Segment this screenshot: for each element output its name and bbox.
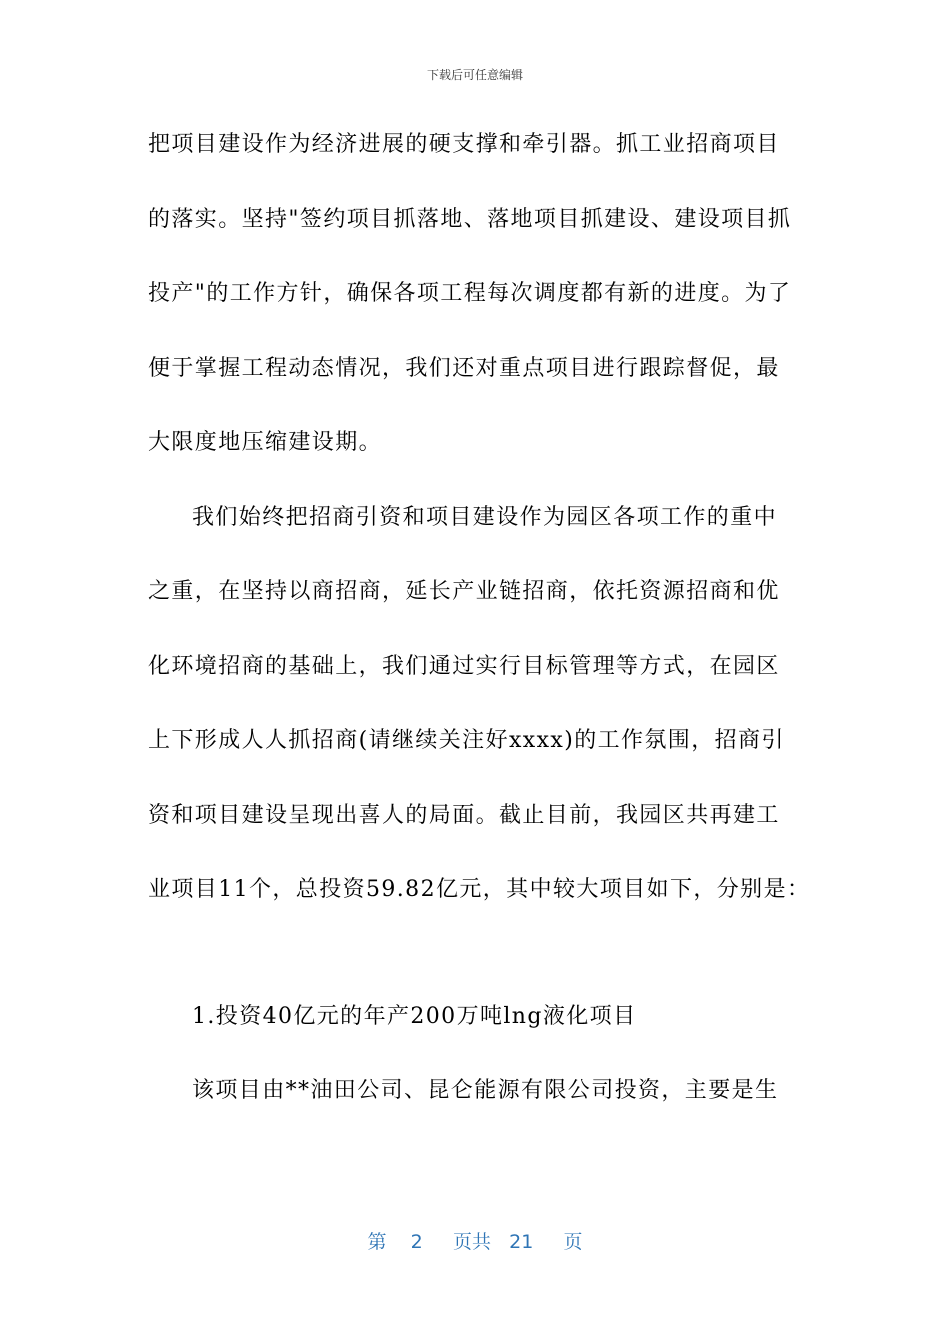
paragraph-line: 投产"的工作方针，确保各项工程每次调度都有新的进度。为了 [148, 281, 792, 306]
spacer [148, 951, 828, 1003]
current-page-number: 2 [410, 1231, 423, 1253]
document-body [148, 131, 828, 1152]
paragraph-line: 我们始终把招商引资和项目建设作为园区各项工作的重中 [192, 504, 778, 530]
page-header: 下载后可任意编辑 [426, 68, 523, 82]
footer-suffix: 页 [563, 1231, 583, 1253]
paragraph-line: 业项目11个，总投资59.82亿元，其中较大项目如下，分别是： [148, 877, 811, 902]
paragraph-line: 便于掌握工程动态情况，我们还对重点项目进行跟踪督促，最 [148, 355, 780, 381]
footer-middle: 页共 [452, 1231, 491, 1253]
paragraph-line: 上下形成人人抓招商(请继续关注好xxxx)的工作氛围，招商引 [148, 728, 785, 753]
paragraph-line: 资和项目建设呈现出喜人的局面。截止目前，我园区共再建工 [148, 802, 780, 828]
total-pages-number: 21 [509, 1231, 534, 1253]
item-heading: 1.投资40亿元的年产200万吨lng液化项目 [192, 1003, 637, 1029]
paragraph-line: 大限度地压缩建设期。 [148, 430, 383, 455]
page-footer [0, 1227, 950, 1254]
paragraph-line: 之重，在坚持以商招商，延长产业链招商，依托资源招商和优 [148, 579, 780, 604]
paragraph-line: 的落实。坚持"签约项目抓落地、落地项目抓建设、建设项目抓 [148, 206, 792, 232]
paragraph-line: 该项目由**油田公司、昆仑能源有限公司投资，主要是生 [192, 1078, 779, 1103]
footer-prefix: 第 [367, 1231, 387, 1253]
paragraph-line: 把项目建设作为经济进展的硬支撑和牵引器。抓工业招商项目 [148, 132, 780, 157]
paragraph-line: 化环境招商的基础上，我们通过实行目标管理等方式，在园区 [148, 653, 780, 679]
